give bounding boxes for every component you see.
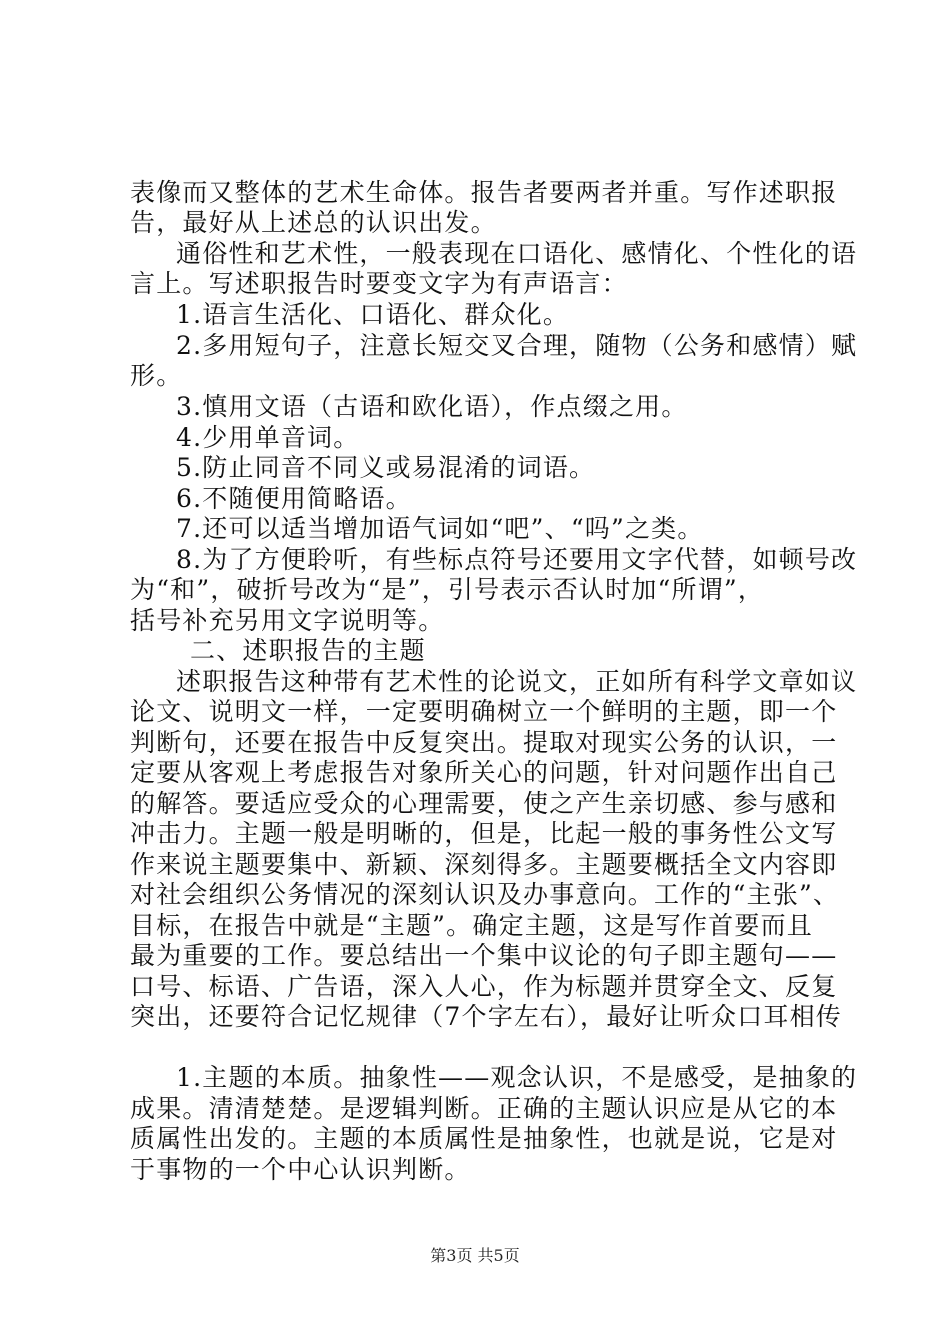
list-item: 1.语言生活化、口语化、群众化。: [176, 300, 570, 329]
list-item: 2.多用短句子，注意长短交叉合理，随物（公务和感情）赋: [176, 331, 858, 360]
list-item: 6.不随便用简略语。: [176, 484, 412, 513]
body-line: 突出，还要符合记忆规律（7个字左右），最好让听众口耳相传: [130, 1002, 843, 1031]
body-line: 冲击力。主题一般是明晰的，但是，比起一般的事务性公文写: [130, 819, 838, 848]
body-line: 目标，在报告中就是“主题”。确定主题，这是写作首要而且: [130, 911, 813, 940]
body-line: 口号、标语、广告语，深入人心，作为标题并贯穿全文、反复: [130, 972, 838, 1001]
body-line: 最为重要的工作。要总结出一个集中议论的句子即主题句——: [130, 941, 838, 970]
page-footer: 第3页 共5页: [430, 1246, 520, 1265]
body-line: 言上。写述职报告时要变文字为有声语言：: [130, 269, 628, 298]
list-item: 8.为了方便聆听，有些标点符号还要用文字代替，如顿号改: [176, 545, 858, 574]
body-line: 论文、说明文一样，一定要明确树立一个鲜明的主题，即一个: [130, 697, 838, 726]
body-line: 括号补充另用文字说明等。: [130, 606, 445, 635]
list-item: 4.少用单音词。: [176, 423, 360, 452]
list-item: 3.慎用文语（古语和欧化语），作点缀之用。: [176, 392, 688, 421]
section-heading: 二、述职报告的主题: [190, 636, 426, 665]
list-item: 5.防止同音不同义或易混淆的词语。: [176, 453, 596, 482]
list-item: 7.还可以适当增加语气词如“吧”、“吗”之类。: [176, 514, 704, 543]
body-line: 形。: [130, 361, 183, 390]
body-line: 通俗性和艺术性，一般表现在口语化、感情化、个性化的语: [176, 239, 858, 268]
body-line: 述职报告这种带有艺术性的论说文，正如所有科学文章如议: [176, 667, 858, 696]
body-line: 作来说主题要集中、新颖、深刻得多。主题要概括全文内容即: [130, 850, 838, 879]
body-line: 为“和”，破折号改为“是”，引号表示否认时加“所谓”，: [130, 575, 765, 604]
body-line: 成果。清清楚楚。是逻辑判断。正确的主题认识应是从它的本: [130, 1094, 838, 1123]
body-line: 于事物的一个中心认识判断。: [130, 1155, 471, 1184]
body-line: 对社会组织公务情况的深刻认识及办事意向。工作的“主张”、: [130, 880, 840, 909]
body-line: 的解答。要适应受众的心理需要，使之产生亲切感、参与感和: [130, 789, 838, 818]
body-line: 表像而又整体的艺术生命体。报告者要两者并重。写作述职报: [130, 178, 838, 207]
list-item: 1.主题的本质。抽象性——观念认识，不是感受，是抽象的: [176, 1063, 858, 1092]
body-line: 定要从客观上考虑报告对象所关心的问题，针对问题作出自己: [130, 758, 838, 787]
body-line: 告，最好从上述总的认识出发。: [130, 208, 497, 237]
body-line: 判断句，还要在报告中反复突出。提取对现实公务的认识，一: [130, 728, 838, 757]
body-line: 质属性出发的。主题的本质属性是抽象性，也就是说，它是对: [130, 1124, 838, 1153]
